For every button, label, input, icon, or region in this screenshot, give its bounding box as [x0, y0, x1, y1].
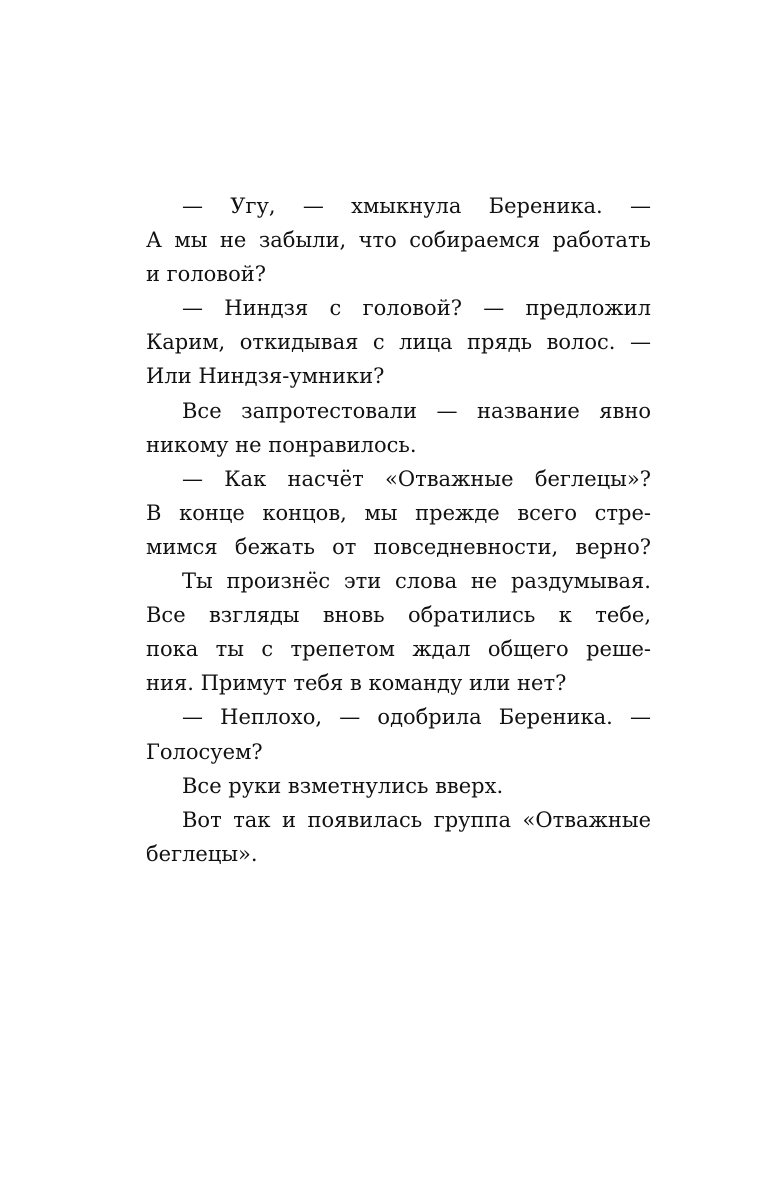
text-line: и головой? [146, 262, 267, 287]
text-line: — Как насчёт «Отважные беглецы»? [182, 466, 651, 491]
text-line: Ты произнёс эти слова не раздумывая. [182, 569, 651, 594]
text-line: — Неплохо, — одобрила Береника. — [182, 705, 651, 730]
text-line: А мы не забыли, что собираемся работать [146, 228, 651, 253]
text-line: Или Ниндзя-умники? [146, 364, 385, 389]
text-line: беглецы». [146, 841, 258, 866]
text-line: Все взгляды вновь обратились к тебе, [146, 603, 651, 628]
text-line: Все руки взметнулись вверх. [182, 773, 504, 798]
text-line: Карим, откидывая с лица прядь волос. — [146, 330, 651, 355]
text-line: — Угу, — хмыкнула Береника. — [182, 194, 651, 218]
text-line: — Ниндзя с головой? — предложил [182, 296, 651, 321]
text-line: пока ты с трепетом ждал общего реше- [146, 637, 651, 662]
text-line: ния. Примут тебя в команду или нет? [146, 671, 567, 696]
text-line: мимся бежать от повседневности, верно? [146, 534, 651, 559]
text-line: Вот так и появилась группа «Отважные [182, 807, 651, 832]
body-text [146, 189, 651, 871]
text-line: никому не понравилось. [146, 432, 417, 457]
text-line: Все запротестовали — название явно [182, 398, 651, 423]
text-line: Голосуем? [146, 739, 263, 764]
text-line: В конце концов, мы прежде всего стре- [146, 500, 651, 525]
